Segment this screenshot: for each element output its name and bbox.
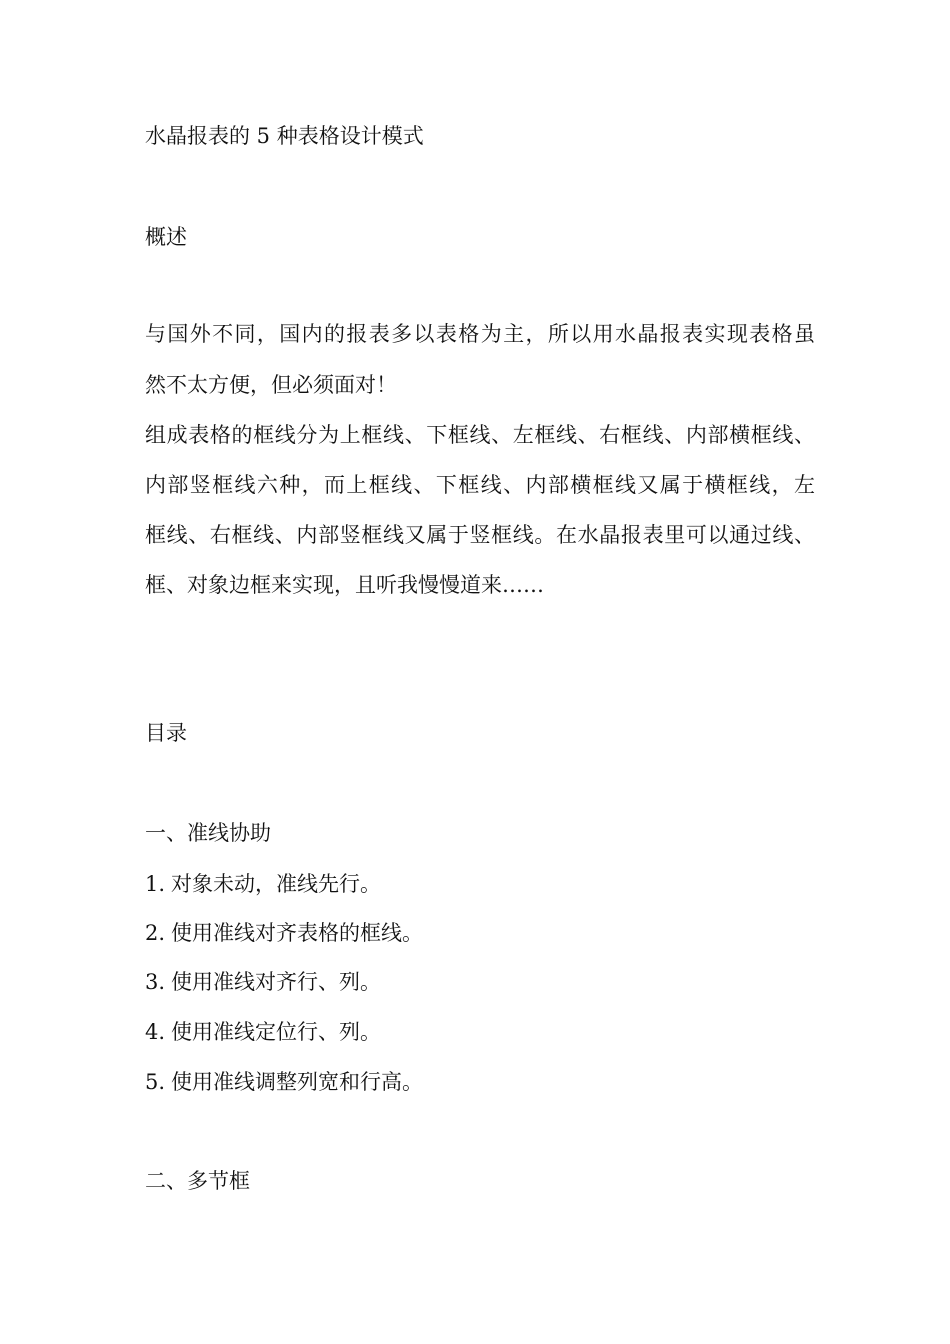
list-item xyxy=(145,1017,815,1047)
list-item xyxy=(145,1067,815,1097)
overview-line: 组成表格的框线分为上框线、下框线、左框线、右框线、内部横框线、 xyxy=(145,423,815,447)
overview-line: 与国外不同，国内的报表多以表格为主，所以用水晶报表实现表格虽 xyxy=(145,322,815,346)
list-item-text: 对象未动，准线先行。 xyxy=(171,872,381,896)
list-item-number: 3. xyxy=(145,970,166,994)
toc-heading: 目录 xyxy=(145,721,187,745)
list-item-text: 使用准线定位行、列。 xyxy=(171,1020,381,1044)
list-item-text: 使用准线调整列宽和行高。 xyxy=(171,1070,423,1094)
list-item-number: 5. xyxy=(145,1070,166,1094)
list-item xyxy=(145,869,815,899)
list-item-text: 使用准线对齐表格的框线。 xyxy=(171,921,423,945)
list-item-number: 4. xyxy=(145,1020,166,1044)
overview-line: 框线、右框线、内部竖框线又属于竖框线。在水晶报表里可以通过线、 xyxy=(145,523,815,547)
list-item-number: 2. xyxy=(145,921,166,945)
section-heading: 一、准线协助 xyxy=(145,821,271,845)
overview-line: 框、对象边框来实现，且听我慢慢道来…… xyxy=(145,573,544,597)
section-heading: 二、多节框 xyxy=(145,1169,250,1193)
list-item-text: 使用准线对齐行、列。 xyxy=(171,970,381,994)
document-title: 水晶报表的 5 种表格设计模式 xyxy=(145,124,424,148)
list-item xyxy=(145,918,815,948)
overview-line: 然不太方便，但必须面对！ xyxy=(145,373,397,397)
list-item xyxy=(145,967,815,997)
list-item-number: 1. xyxy=(145,872,166,896)
overview-heading: 概述 xyxy=(145,225,187,249)
overview-line: 内部竖框线六种，而上框线、下框线、内部横框线又属于横框线，左 xyxy=(145,473,815,497)
